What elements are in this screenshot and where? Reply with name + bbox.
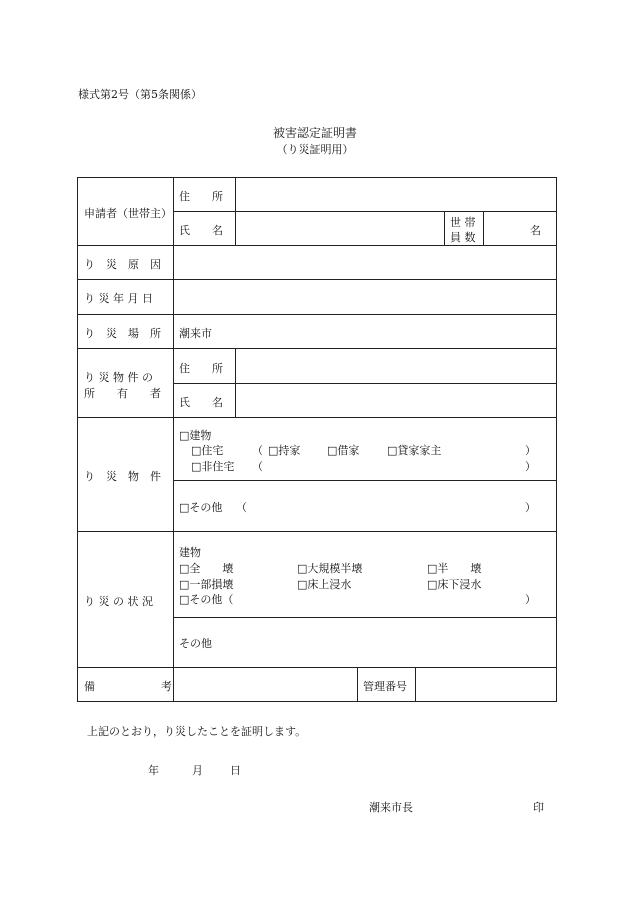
rule-after-status — [78, 667, 556, 668]
certificate-form-table — [77, 177, 557, 702]
rule-household-right — [483, 211, 484, 245]
date-label: り 災 年 月 日 — [84, 292, 153, 305]
property-landlord-check: □貸家家主 — [387, 444, 442, 457]
status-other-label: その他 — [179, 637, 212, 650]
status-half-check: □半 壊 — [427, 562, 482, 575]
issue-date-line — [148, 762, 241, 778]
rule-after-cause — [78, 279, 556, 280]
rule-remarks-left — [357, 667, 358, 701]
rule-owner-mid — [173, 383, 556, 384]
status-total-collapse-check: □全 壊 — [179, 562, 234, 575]
household-count-label-bottom: 員 数 — [450, 231, 476, 244]
applicant-address-label: 住 所 — [179, 190, 223, 203]
property-residence-paren-open: （ — [252, 444, 263, 457]
rule-property-mid — [173, 480, 556, 481]
status-building-label: 建物 — [179, 546, 201, 559]
rule-applicant-subcol — [235, 178, 236, 245]
rule-after-date — [78, 314, 556, 315]
seal-mark: 印 — [533, 801, 544, 814]
rule-status-mid — [173, 617, 556, 618]
certification-statement: 上記のとおり，り災したことを証明します。 — [87, 725, 307, 738]
owner-label-bottom: 所 有 者 — [84, 387, 161, 400]
rule-after-applicant — [78, 245, 556, 246]
property-nonresidence-paren-open: （ — [252, 460, 263, 473]
remarks-label: 備 考 — [84, 680, 172, 693]
issue-date-year: 年 — [148, 764, 159, 777]
applicant-label: 申請者（世帯主） — [84, 207, 172, 220]
rule-after-owner — [78, 417, 556, 418]
owner-name-label: 氏 名 — [179, 396, 223, 409]
property-residence-paren-close: ） — [525, 444, 536, 457]
management-number-label: 管理番号 — [363, 680, 407, 693]
status-large-half-check: □大規模半壊 — [297, 562, 363, 575]
place-label: り 災 場 所 — [84, 327, 161, 340]
property-other-paren-open: （ — [236, 501, 247, 514]
status-below-floor-check: □床下浸水 — [427, 578, 482, 591]
rule-label-column — [173, 178, 174, 701]
property-nonresidence-paren-close: ） — [525, 460, 536, 473]
property-other-paren-close: ） — [525, 501, 536, 514]
page-subtitle: （り災証明用） — [276, 143, 354, 156]
rule-applicant-mid — [173, 211, 556, 212]
form-code: 様式第2号（第5条関係） — [78, 88, 202, 101]
status-label: り 災 の 状 況 — [84, 595, 153, 608]
property-rent-check: □借家 — [327, 444, 360, 457]
issue-date-day: 日 — [230, 764, 241, 777]
issuer-title: 潮来市長 — [369, 801, 413, 814]
owner-address-label: 住 所 — [179, 362, 223, 375]
rule-household-left — [444, 211, 445, 245]
status-above-floor-check: □床上浸水 — [297, 578, 352, 591]
household-count-unit: 名 — [530, 224, 541, 237]
status-other-check: □その他（ — [179, 593, 234, 606]
place-value: 潮来市 — [179, 327, 212, 340]
applicant-name-label: 氏 名 — [179, 224, 223, 237]
rule-after-place — [78, 348, 556, 349]
household-count-label-top: 世 帯 — [450, 216, 476, 229]
page-title: 被害認定証明書 — [272, 126, 357, 140]
issue-date-month: 月 — [192, 764, 203, 777]
status-other-paren-close: ） — [525, 593, 536, 606]
property-nonresidence-check: □非住宅 — [191, 460, 235, 473]
status-partial-check: □一部損壊 — [179, 578, 234, 591]
cause-label: り 災 原 因 — [84, 258, 161, 271]
property-residence-check: □住宅 — [191, 444, 224, 457]
property-other-check: □その他 — [179, 501, 223, 514]
property-building-check: □建物 — [179, 429, 212, 442]
rule-owner-subcol — [235, 348, 236, 417]
property-label: り 災 物 件 — [84, 470, 161, 483]
rule-after-property — [78, 531, 556, 532]
owner-label-top: り 災 物 件 の — [84, 371, 153, 384]
property-own-check: □持家 — [268, 444, 301, 457]
rule-remarks-right — [415, 667, 416, 701]
